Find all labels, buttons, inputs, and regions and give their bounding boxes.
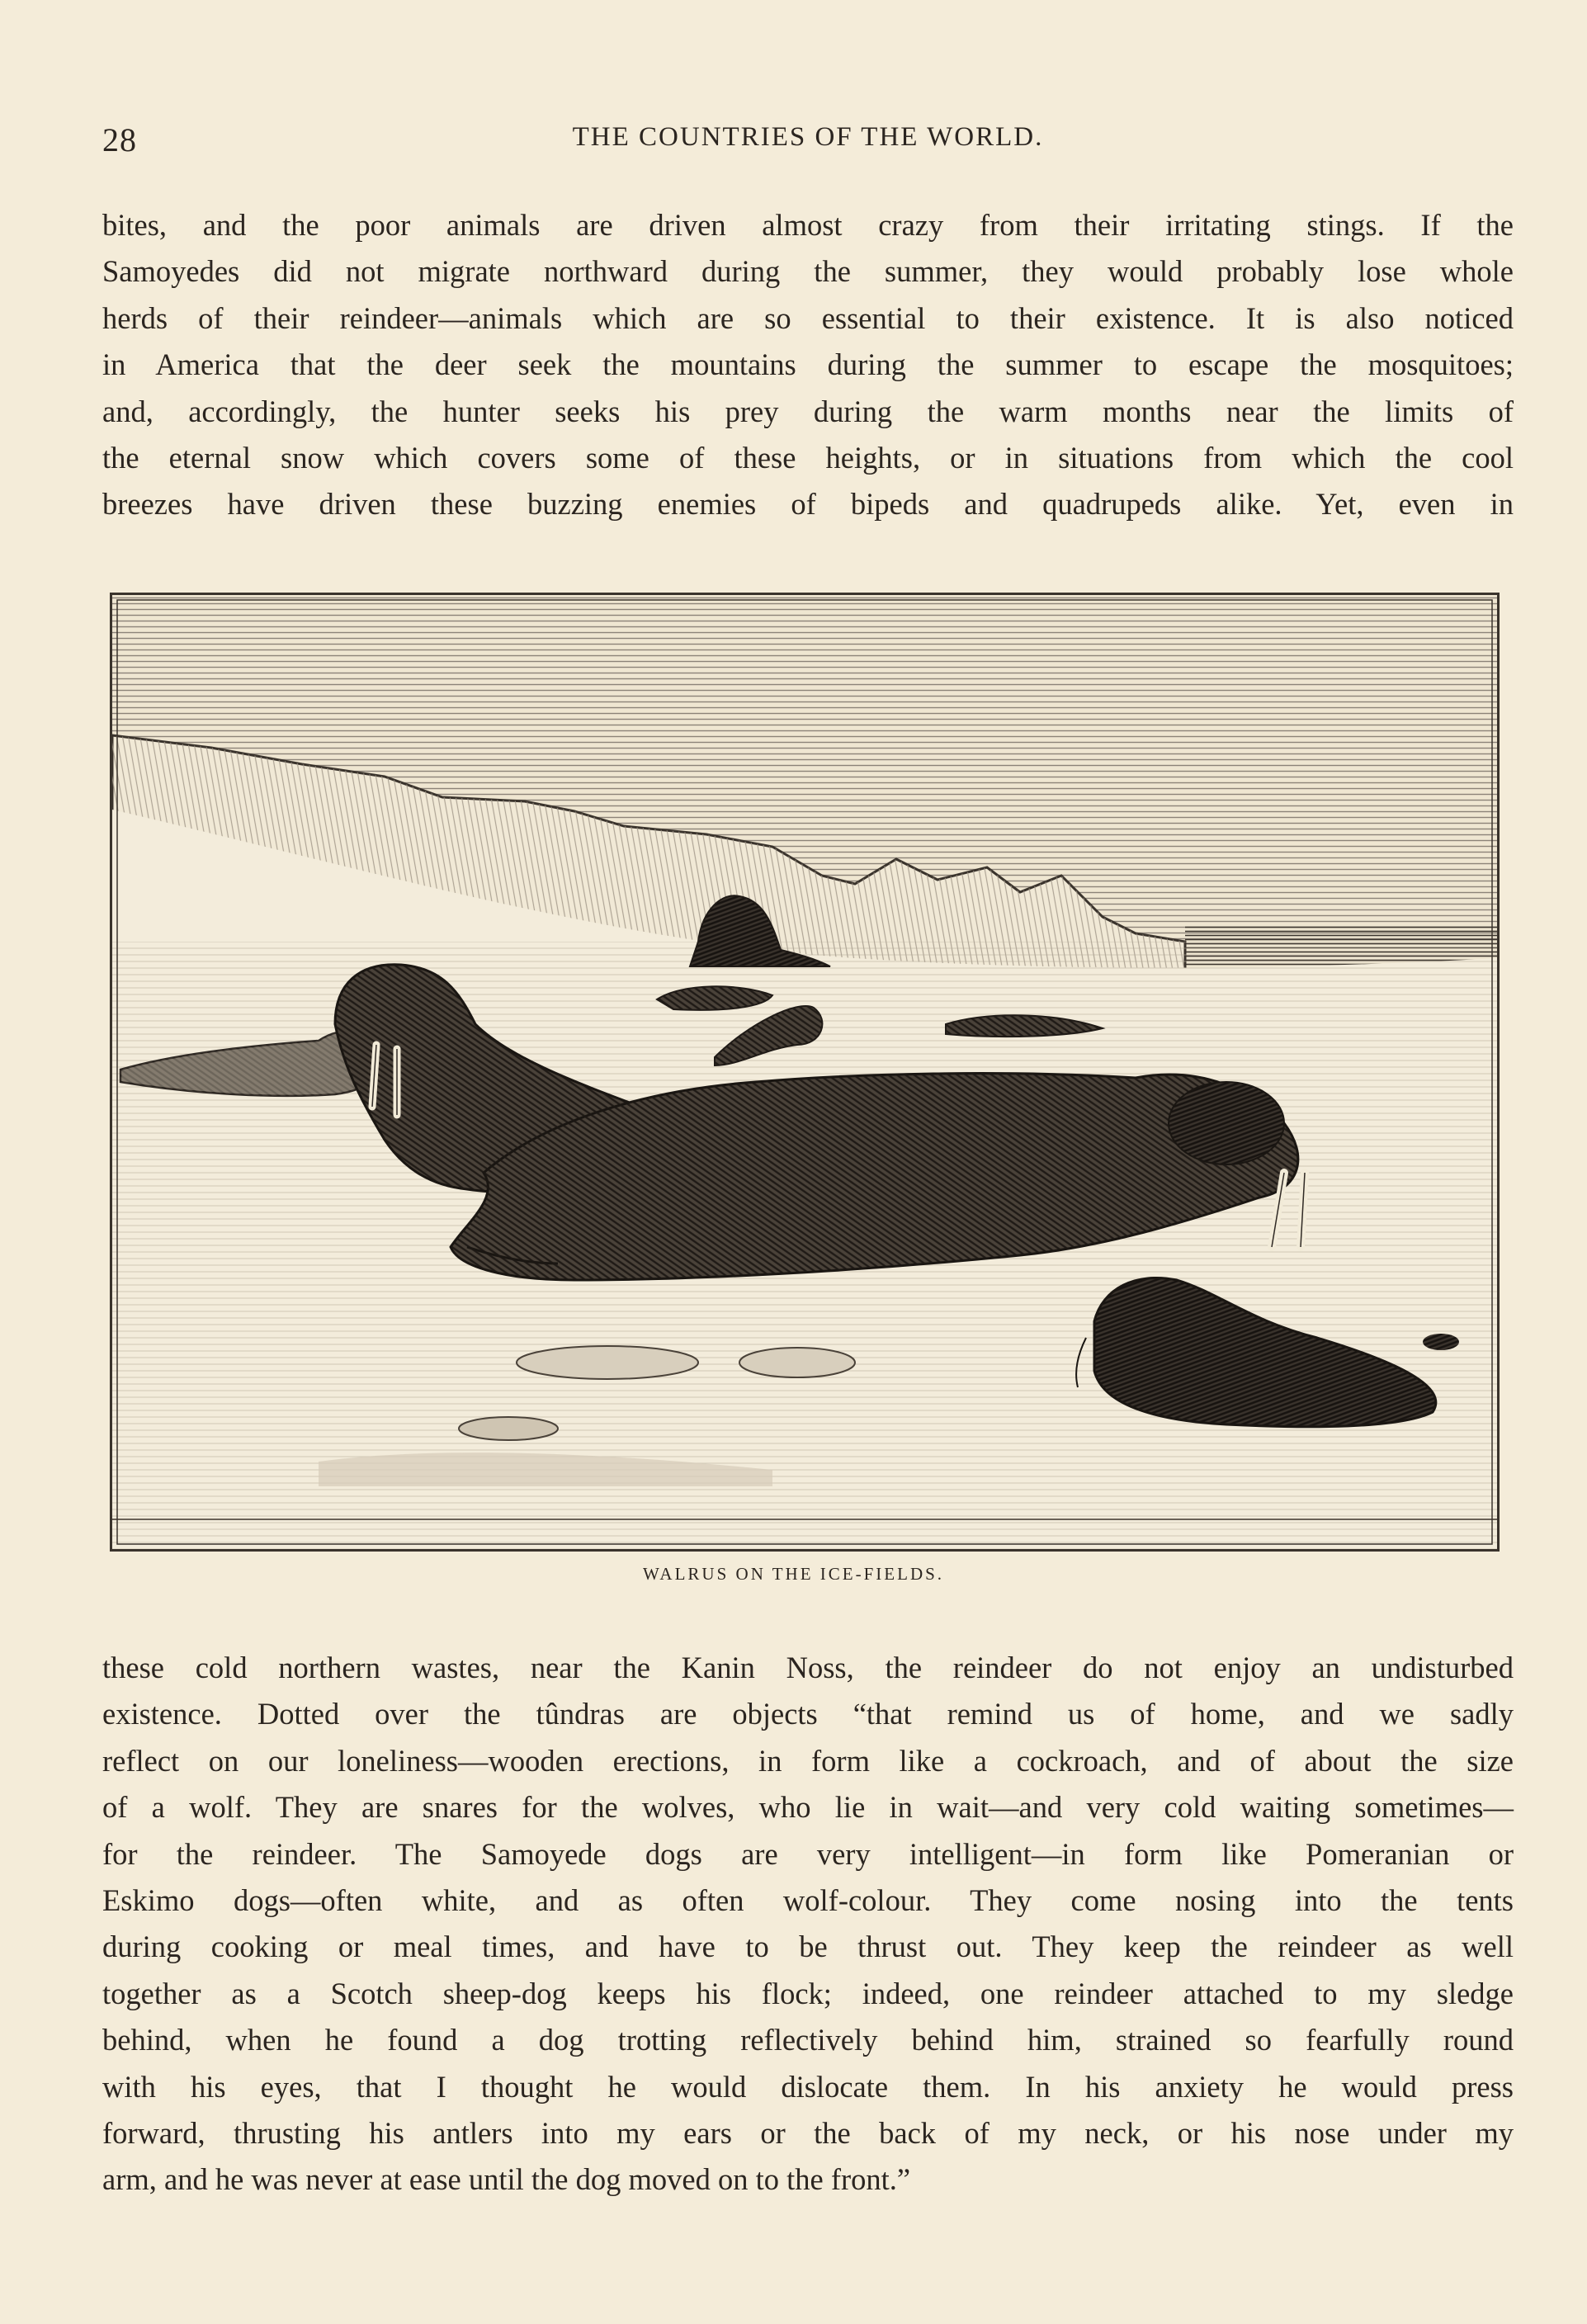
text-line: of a wolf. They are snares for the wolves, who lie in wait—and very cold waiting sometimes— xyxy=(102,1790,1514,1825)
text-line: Eskimo dogs—often white, and as often wolf-colour. They come nosing into the tents xyxy=(102,1882,1514,1917)
text-line: arm, and he was never at ease until the dog moved on to the front.” xyxy=(102,2162,911,2197)
small-rock xyxy=(1423,1334,1459,1350)
text-line: bites, and the poor animals are driven almost crazy from their irritating stings. If the xyxy=(102,208,1514,242)
page-header xyxy=(102,120,1514,162)
engraving-illustration xyxy=(112,595,1497,1549)
text-line: reflect on our loneliness—wooden erections, in form like a cockroach, and of about the size xyxy=(102,1743,1514,1778)
ice-floe xyxy=(459,1417,558,1440)
text-line: together as a Scotch sheep-dog keeps his flock; indeed, one reindeer attached to my sledge xyxy=(102,1976,1514,2010)
text-line: herds of their reindeer—animals which are so essential to their existence. It is also noticed xyxy=(102,300,1514,335)
ice-floe xyxy=(739,1348,855,1377)
text-line: forward, thrusting his antlers into my ears or the back of my neck, or his nose under my xyxy=(102,2115,1514,2150)
paragraph-bottom xyxy=(102,1645,1514,2204)
text-line: with his eyes, that I thought he would dislocate them. In his anxiety he would press xyxy=(102,2069,1514,2104)
text-line: the eternal snow which covers some of these heights, or in situations from which the cool xyxy=(102,440,1514,475)
text-line: behind, when he found a dog trotting reflectively behind him, strained so fearfully round xyxy=(102,2023,1514,2057)
text-line: for the reindeer. The Samoyede dogs are very intelligent—in form like Pomeranian or xyxy=(102,1836,1514,1871)
text-line: in America that the deer seek the mountains during the summer to escape the mosquitoes; xyxy=(102,347,1514,382)
text-line: these cold northern wastes, near the Kanin Noss, the reindeer do not enjoy an undisturbed xyxy=(102,1651,1514,1684)
walrus-lying-head xyxy=(1169,1082,1284,1164)
walrus-engraving xyxy=(110,593,1500,1552)
text-line: breezes have driven these buzzing enemies of bipeds and quadrupeds alike. Yet, even in xyxy=(102,487,1514,522)
figure-caption: WALRUS ON THE ICE-FIELDS. xyxy=(642,1564,945,1584)
text-line: Samoyedes did not migrate northward during the summer, they would probably lose whole xyxy=(102,254,1514,289)
ice-floe xyxy=(517,1346,698,1379)
text-line: existence. Dotted over the tûndras are objects “that remind us of home, and we sadly xyxy=(102,1697,1514,1731)
page-number: 28 xyxy=(102,121,137,158)
running-head: THE COUNTRIES OF THE WORLD. xyxy=(572,122,1044,152)
text-line: and, accordingly, the hunter seeks his prey during the warm months near the limits of xyxy=(102,394,1514,428)
paragraph-top xyxy=(102,202,1514,528)
text-line: during cooking or meal times, and have to be thrust out. They keep the reindeer as well xyxy=(102,1930,1514,1964)
